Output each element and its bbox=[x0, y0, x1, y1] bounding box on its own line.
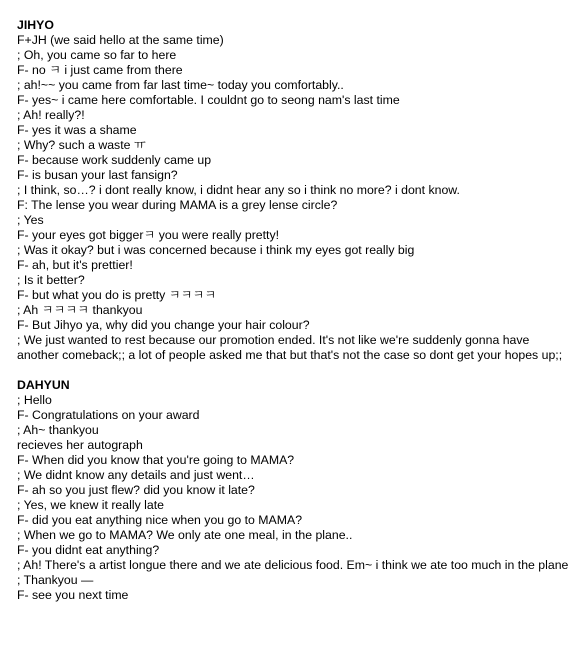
transcript-line: F- is busan your last fansign? bbox=[17, 168, 178, 182]
transcript-line: ; Was it okay? but i was concerned because i think my eyes got really big bbox=[17, 243, 415, 257]
transcript-line: ; Hello bbox=[17, 393, 52, 407]
section-dahyun bbox=[17, 378, 572, 603]
transcript-line: F- yes~ i came here comfortable. I couldnt go to seong nam's last time bbox=[17, 93, 400, 107]
transcript-line: ; Yes, we knew it really late bbox=[17, 498, 164, 512]
transcript-line: ; When we go to MAMA? We only ate one meal, in the plane.. bbox=[17, 528, 353, 542]
transcript-line: ; Ah! really?! bbox=[17, 108, 85, 122]
section-lines bbox=[17, 33, 572, 363]
section-jihyo bbox=[17, 18, 572, 363]
transcript-line: ; ah!~~ you came from far last time~ today you comfortably.. bbox=[17, 78, 344, 92]
transcript-line: F- your eyes got biggerㅋ you were really pretty! bbox=[17, 228, 280, 242]
transcript-line: F: The lense you wear during MAMA is a grey lense circle? bbox=[17, 198, 338, 212]
transcript-line: ; We just wanted to rest because our promotion ended. It's not like we're suddenly gonna have another comeback;; a lot of people asked me that but that's not the case so dont get your hopes up;; bbox=[17, 333, 563, 362]
transcript-line: ; Ah! There's a artist longue there and we ate delicious food. Em~ i think we ate too much in the plane bbox=[17, 558, 569, 572]
transcript-line: ; Ah ㅋㅋㅋㅋ thankyou bbox=[17, 303, 143, 317]
transcript-line: recieves her autograph bbox=[17, 438, 143, 452]
transcript-line: ; Ah~ thankyou bbox=[17, 423, 99, 437]
transcript-line: F- did you eat anything nice when you go to MAMA? bbox=[17, 513, 303, 527]
transcript-line: F- But Jihyo ya, why did you change your hair colour? bbox=[17, 318, 310, 332]
section-heading: JIHYO bbox=[17, 18, 54, 32]
transcript-line: F- but what you do is pretty ㅋㅋㅋㅋ bbox=[17, 288, 217, 302]
transcript-line: F- When did you know that you're going to MAMA? bbox=[17, 453, 295, 467]
transcript-line: ; I think, so…? i dont really know, i didnt hear any so i think no more? i dont know. bbox=[17, 183, 460, 197]
transcript-line: F- ah so you just flew? did you know it late? bbox=[17, 483, 255, 497]
transcript-line: F- Congratulations on your award bbox=[17, 408, 200, 422]
transcript-line: F- ah, but it's prettier! bbox=[17, 258, 133, 272]
transcript-line: F- because work suddenly came up bbox=[17, 153, 212, 167]
section-heading: DAHYUN bbox=[17, 378, 70, 392]
transcript-line: ; Why? such a waste ㅠ bbox=[17, 138, 146, 152]
transcript-line: F- you didnt eat anything? bbox=[17, 543, 160, 557]
transcript-line: F- no ㅋ i just came from there bbox=[17, 63, 183, 77]
transcript-line: F- see you next time bbox=[17, 588, 129, 602]
transcript-line: F- yes it was a shame bbox=[17, 123, 137, 137]
transcript-line: ; Is it better? bbox=[17, 273, 85, 287]
transcript-line: F+JH (we said hello at the same time) bbox=[17, 33, 224, 47]
transcript-line: ; Thankyou — bbox=[17, 573, 94, 587]
transcript-line: ; We didnt know any details and just went… bbox=[17, 468, 255, 482]
section-lines bbox=[17, 393, 572, 603]
transcript-line: ; Oh, you came so far to here bbox=[17, 48, 177, 62]
transcript-line: ; Yes bbox=[17, 213, 44, 227]
